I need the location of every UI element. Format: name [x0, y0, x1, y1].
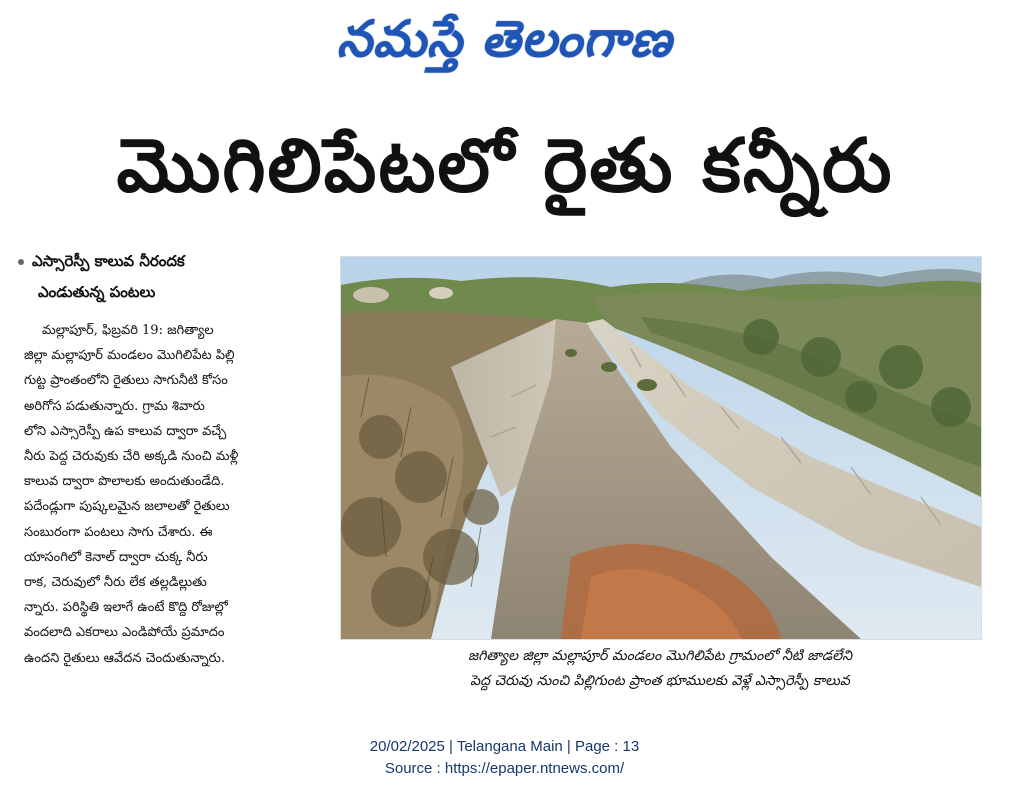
body-line: అరిగోస పడుతున్నారు. గ్రామ శివారు [24, 398, 205, 414]
bullet-point-continued [18, 277, 318, 308]
body-line: వందలాది ఎకరాలు ఎండిపోయే ప్రమాదం [24, 625, 225, 641]
body-line: రాక, చెరువులో నీరు లేక తల్లడిల్లుతు [24, 575, 207, 591]
bullet-line-1: ఎస్సారెస్పీ కాలువ నీరందక [32, 252, 185, 270]
body-line: సంబురంగా పంటలు సాగు చేశారు. ఈ [24, 524, 213, 540]
footer-date-page: 20/02/2025 | Telangana Main | Page : 13 [369, 738, 640, 755]
article-body [24, 318, 298, 671]
subheading-bullets [18, 246, 318, 308]
body-line: యాసంగిలో కెనాల్ ద్వారా చుక్క నీరు [24, 549, 208, 565]
canal-photo-illustration [341, 257, 981, 639]
caption-line-1: జగిత్యాల జిల్లా మల్లాపూర్ మండలం మొగిలిపేట గ్రామంలో నీటి జాడలేని [467, 648, 853, 664]
masthead-logo: నమస్తే తెలంగాణ [336, 10, 673, 68]
canal-photo [340, 256, 982, 640]
page-footer [0, 736, 1009, 780]
body-line: మల్లాపూర్, ఫిబ్రవరి 19: జగిత్యాల [42, 323, 214, 338]
body-line: ఉందని రైతులు ఆవేదన చెందుతున్నారు. [24, 650, 225, 666]
body-line: కాలువ ద్వారా పొలాలకు అందుతుండేది. [24, 474, 225, 490]
body-line: జిల్లా మల్లాపూర్ మండలం మొగిలిపేట పిల్లి [24, 348, 235, 364]
body-line: నీరు పెద్ద చెరువుకు చేరి అక్కడి నుంచి మళ్లీ [24, 449, 239, 465]
body-line: న్నారు. పరిస్థితి ఇలాగే ఉంటే కొద్ది రోజుల్లో [24, 600, 228, 616]
bullet-icon [18, 259, 24, 265]
caption-line-2: పెద్ద చెరువు నుంచి పిల్లిగుంట ప్రాంత భూములకు వెళ్లే ఎస్సారెస్పీ కాలువ [470, 673, 850, 689]
body-line: లోని ఎస్సారెస్పీ ఉప కాలువ ద్వారా వచ్చే [24, 423, 227, 439]
body-line: పదేండ్లుగా పుష్కలమైన జలాలతో రైతులు [24, 499, 230, 515]
photo-caption [340, 644, 980, 694]
body-line: గుట్ట ప్రాంతంలోని రైతులు సాగునీటి కోసం [24, 373, 228, 389]
headline: మొగిలిపేటలో రైతు కన్నీరు [116, 123, 894, 209]
bullet-line-2: ఎండుతున్న పంటలు [38, 283, 156, 301]
bullet-point [18, 246, 318, 277]
footer-source: Source : https://epaper.ntnews.com/ [384, 760, 625, 777]
